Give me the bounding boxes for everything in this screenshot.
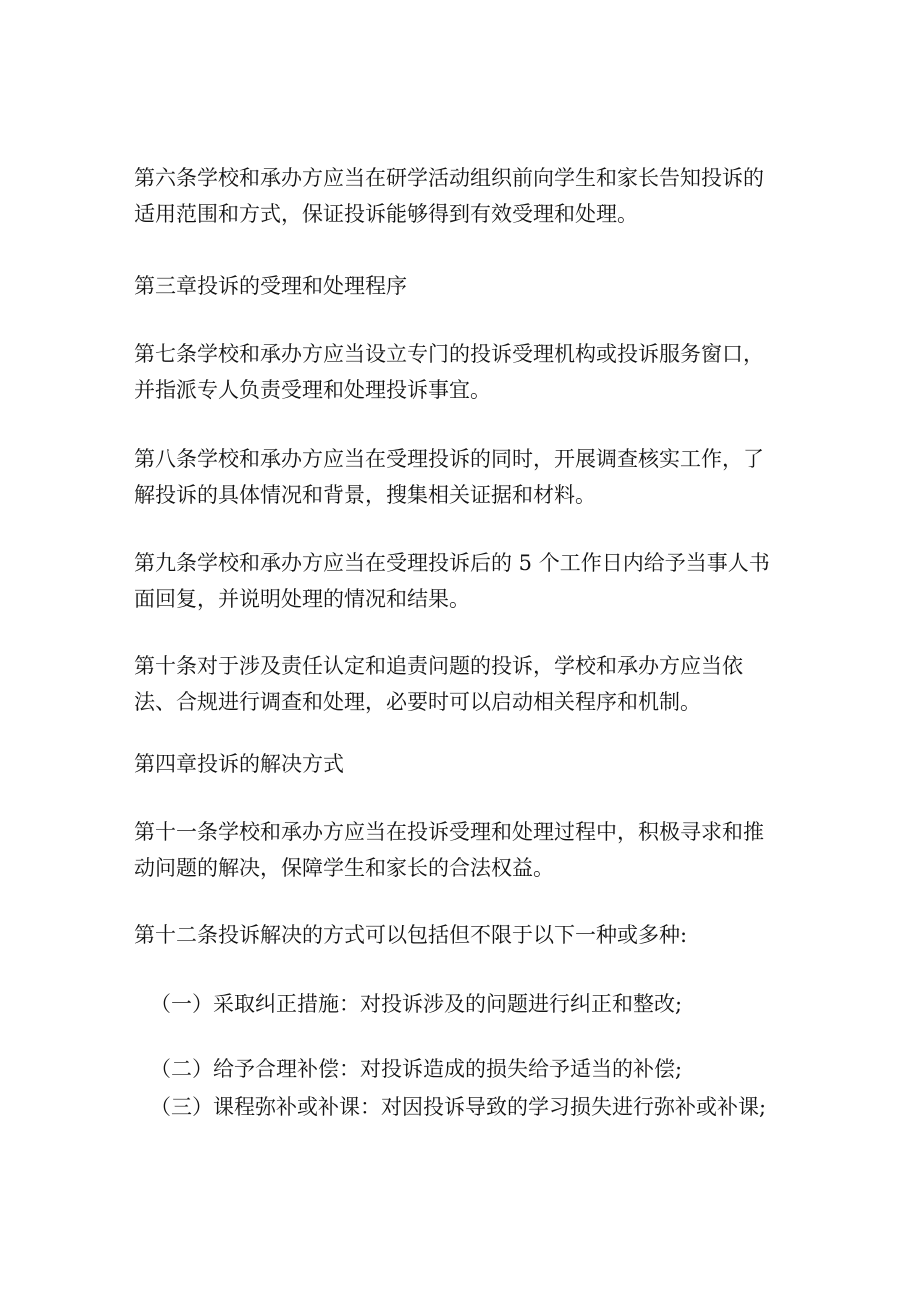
text-line: （三）课程弥补或补课：对因投诉导致的学习损失进行弥补或补课; [150,1095,767,1119]
text-line: 第四章投诉的解决方式 [134,752,344,776]
text-line: 并指派专人负责受理和处理投诉事宜。 [134,378,491,402]
text-line: 解投诉的具体情况和背景，搜集相关证据和材料。 [134,483,596,507]
article-6-paragraph [134,160,794,232]
text-line: 第十一条学校和承办方应当在投诉受理和处理过程中，积极寻求和推 [134,820,764,844]
text-line: 法、合规进行调查和处理，必要时可以启动相关程序和机制。 [134,690,701,714]
list-item-2 [150,1051,810,1087]
text-line: 第九条学校和承办方应当在受理投诉后的 5 个工作日内给予当事人书 [134,551,770,575]
text-line: （一）采取纠正措施：对投诉涉及的问题进行纠正和整改; [150,992,683,1016]
article-9-paragraph [134,545,794,617]
article-8-paragraph [134,441,794,513]
chapter-3-heading [134,268,794,304]
text-line: 第六条学校和承办方应当在研学活动组织前向学生和家长告知投诉的 [134,166,764,190]
text-line: （二）给予合理补偿：对投诉造成的损失给予适当的补偿; [150,1057,683,1081]
article-11-paragraph [134,814,794,886]
text-line: 动问题的解决，保障学生和家长的合法权益。 [134,856,554,880]
list-item-3 [150,1089,810,1125]
text-line: 第十条对于涉及责任认定和追责问题的投诉，学校和承办方应当依 [134,654,743,678]
text-line: 第十二条投诉解决的方式可以包括但不限于以下一种或多种: [134,923,688,947]
text-line: 面回复，并说明处理的情况和结果。 [134,587,470,611]
list-item-1 [150,986,810,1022]
chapter-4-heading [134,746,794,782]
article-10-paragraph [134,648,794,720]
text-line: 第八条学校和承办方应当在受理投诉的同时，开展调查核实工作，了 [134,447,764,471]
text-line: 第七条学校和承办方应当设立专门的投诉受理机构或投诉服务窗口， [134,342,764,366]
article-7-paragraph [134,336,794,408]
text-line: 适用范围和方式，保证投诉能够得到有效受理和处理。 [134,202,638,226]
text-line: 第三章投诉的受理和处理程序 [134,274,407,298]
article-12-paragraph [134,917,794,953]
